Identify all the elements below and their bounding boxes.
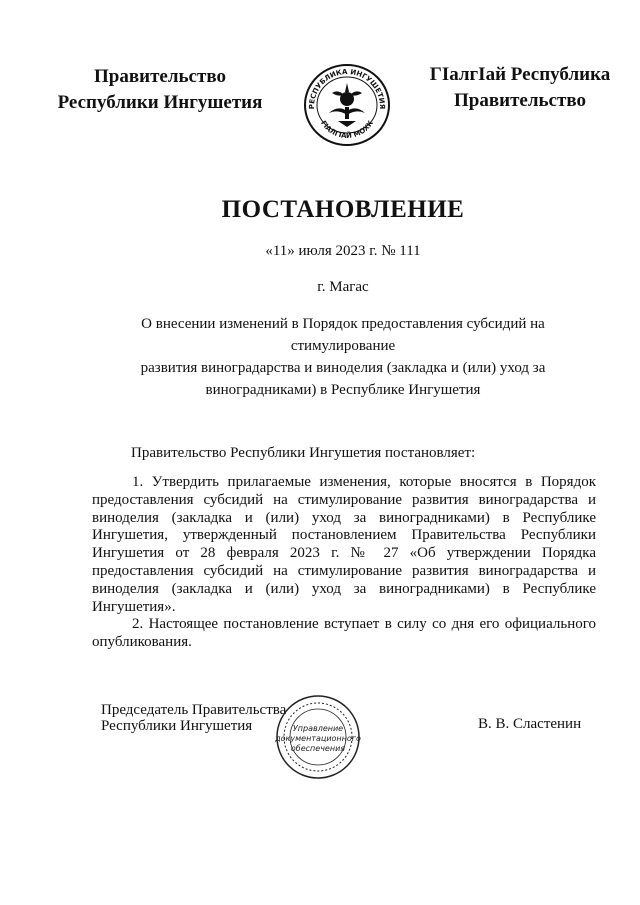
header-right — [400, 62, 640, 114]
coat-of-arms-emblem — [302, 63, 392, 147]
stamp-line-2: документационного — [275, 734, 361, 743]
subject-line-4: виноградниками) в Республике Ингушетия — [205, 382, 481, 398]
stamp-line-1: Управление — [292, 724, 344, 733]
header-left-line2: Республики Ингушетия — [57, 92, 263, 113]
place-line: г. Магас — [317, 279, 369, 295]
subject-line-1: О внесении изменений в Порядок предоставления субсидий на — [141, 316, 545, 332]
subject-heading — [116, 313, 570, 401]
subject-line-3: развития виноградарства и виноделия (закладка и (или) уход за — [140, 360, 546, 376]
emblem-text-top: РЕСПУБЛИКА ИНГУШЕТИЯ — [307, 67, 387, 110]
signatory-name: В. В. Сластенин — [478, 716, 582, 732]
header-right-line1: ГӀалгӀай Республика — [429, 64, 611, 85]
signatory-position — [101, 702, 286, 734]
stamp-line-3: обеспечения — [290, 744, 346, 753]
signatory-position-line1: Председатель Правительства — [101, 702, 287, 718]
header-left — [40, 64, 280, 116]
paragraph-2: 2. Настоящее постановление вступает в силу со дня его официального опубликования. — [92, 616, 596, 651]
paragraph-1: 1. Утвердить прилагаемые изменения, которые вносятся в Порядок предоставления субсидий на стимулирование развития виноградарства и виноделия (закладка и (или) уход за виноградниками) в Республике Ингушетия, утвержденный постановлением Правительства Республики Ингушетия от 28 февраля 2023 г. № 27 «Об утверждении Порядка предоставления субсидий на стимулирование развития виноградарства и виноделия (закладка и (или) уход за виноградниками) в Республике Ингушетия». — [92, 474, 596, 615]
intro-statement: Правительство Республики Ингушетия постановляет: — [131, 445, 476, 461]
signatory-position-line2: Республики Ингушетия — [101, 718, 253, 734]
document-body — [92, 474, 596, 652]
date-number-line: «11» июля 2023 г. № 111 — [265, 243, 421, 259]
header-right-line2: Правительство — [454, 90, 586, 111]
subject-line-2: стимулирование — [290, 338, 396, 354]
document-title: ПОСТАНОВЛЕНИЕ — [221, 196, 465, 223]
official-stamp — [274, 693, 362, 781]
emblem-text-bottom: ГӀАЛГӀАЙ МОХК — [319, 119, 375, 141]
header-left-line1: Правительство — [94, 66, 226, 87]
